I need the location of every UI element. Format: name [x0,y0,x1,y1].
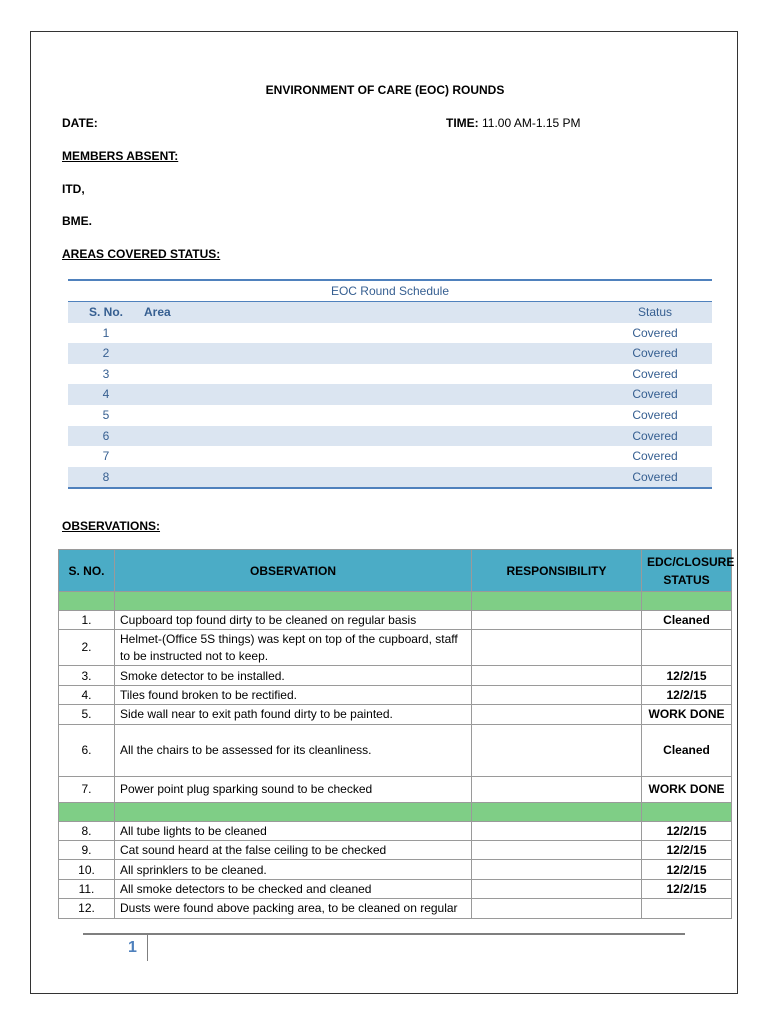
schedule-header-sno: S. No. [88,305,123,319]
obs-sno: 9. [59,840,115,859]
obs-status: 12/2/15 [642,821,732,840]
schedule-row [68,446,712,467]
footer-rule [83,933,685,935]
obs-status: WORK DONE [642,705,732,724]
members-absent-item: ITD, [62,182,85,196]
obs-text: Cupboard top found dirty to be cleaned on regular basis [115,611,472,630]
obs-text: Cat sound heard at the false ceiling to be checked [115,840,472,859]
obs-responsibility [472,776,642,802]
obs-responsibility [472,821,642,840]
schedule-row [68,426,712,447]
schedule-area [144,446,598,467]
schedule-sno: 7 [102,449,110,464]
time-value: 11.00 AM-1.15 PM [482,116,581,130]
obs-responsibility [472,724,642,776]
observation-row [59,860,732,879]
schedule-header-area: Area [144,305,171,319]
obs-text: All tube lights to be cleaned [115,821,472,840]
schedule-status: Covered [632,407,678,422]
observation-row [59,840,732,859]
schedule-header-row [68,302,712,323]
schedule-sno: 1 [102,325,110,340]
schedule-row [68,405,712,426]
members-absent-label: MEMBERS ABSENT: [62,149,179,163]
obs-status: 12/2/15 [642,840,732,859]
areas-covered-label: AREAS COVERED STATUS: [62,247,221,261]
obs-responsibility [472,840,642,859]
obs-status [642,630,732,666]
obs-status: Cleaned [642,611,732,630]
obs-status: 12/2/15 [642,879,732,898]
schedule-status: Covered [632,325,678,340]
obs-sno: 1. [59,611,115,630]
schedule-row [68,343,712,364]
obs-text: Power point plug sparking sound to be checked [115,776,472,802]
obs-text: Tiles found broken to be rectified. [115,685,472,704]
obs-text: Side wall near to exit path found dirty to be painted. [115,705,472,724]
obs-sno: 10. [59,860,115,879]
schedule-header-status: Status [637,305,673,319]
schedule-sno: 5 [102,407,110,422]
schedule-row [68,364,712,385]
schedule-area [144,405,598,426]
observation-row [59,776,732,802]
section-band [59,802,732,821]
schedule-status: Covered [632,469,678,484]
obs-responsibility [472,666,642,685]
time-label: TIME: [446,116,479,130]
schedule-row [68,384,712,405]
observation-row [59,879,732,898]
page-number: 1 [128,939,137,956]
obs-status: Cleaned [642,724,732,776]
obs-text: All sprinklers to be cleaned. [115,860,472,879]
schedule-area [144,426,598,447]
observations-table [58,549,735,919]
footer-divider [147,935,148,961]
observation-row [59,685,732,704]
obs-sno: 7. [59,776,115,802]
eoc-round-schedule-table [68,279,712,489]
schedule-sno: 4 [102,387,110,402]
obs-sno: 11. [59,879,115,898]
obs-responsibility [472,630,642,666]
schedule-area [144,467,598,488]
obs-text: All smoke detectors to be checked and cleaned [115,879,472,898]
obs-status: WORK DONE [642,776,732,802]
schedule-status: Covered [632,346,678,361]
observation-row [59,821,732,840]
obs-sno: 2. [59,630,115,666]
schedule-sno: 3 [102,366,110,381]
obs-responsibility [472,705,642,724]
obs-sno: 4. [59,685,115,704]
schedule-status: Covered [632,387,678,402]
obs-text: All the chairs to be assessed for its cleanliness. [115,724,472,776]
document-page [30,31,738,994]
observation-row [59,705,732,724]
obs-sno: 5. [59,705,115,724]
obs-responsibility [472,899,642,918]
obs-status [642,899,732,918]
obs-text: Dusts were found above packing area, to be cleaned on regular [115,899,472,918]
obs-responsibility [472,879,642,898]
observation-row [59,724,732,776]
obs-header-status: EDC/CLOSURE STATUS [642,550,732,592]
schedule-row [68,323,712,344]
obs-sno: 8. [59,821,115,840]
obs-header-observation: OBSERVATION [115,550,472,592]
document-title: ENVIRONMENT OF CARE (EOC) ROUNDS [265,83,505,97]
schedule-area [144,364,598,385]
schedule-area [144,384,598,405]
observation-row [59,611,732,630]
obs-header-responsibility: RESPONSIBILITY [472,550,642,592]
schedule-area [144,343,598,364]
schedule-status: Covered [632,366,678,381]
obs-status: 12/2/15 [642,666,732,685]
schedule-sno: 8 [102,469,110,484]
section-band [59,592,732,611]
schedule-area [144,323,598,344]
observation-row [59,666,732,685]
obs-sno: 12. [59,899,115,918]
obs-sno: 3. [59,666,115,685]
obs-header-sno: S. NO. [59,550,115,592]
obs-responsibility [472,685,642,704]
obs-responsibility [472,611,642,630]
observations-header-row [59,550,732,592]
obs-text: Smoke detector to be installed. [115,666,472,685]
obs-text: Helmet-(Office 5S things) was kept on top of the cupboard, staff to be instructed not to keep. [115,630,472,666]
time-field [446,116,581,130]
obs-status: 12/2/15 [642,860,732,879]
obs-status: 12/2/15 [642,685,732,704]
schedule-status: Covered [632,428,678,443]
observation-row [59,899,732,918]
observations-label: OBSERVATIONS: [62,519,161,533]
schedule-sno: 2 [102,346,110,361]
date-label: DATE: [62,116,98,130]
observation-row [59,630,732,666]
obs-responsibility [472,860,642,879]
schedule-sno: 6 [102,428,110,443]
schedule-caption: EOC Round Schedule [68,281,712,302]
schedule-status: Covered [632,449,678,464]
obs-sno: 6. [59,724,115,776]
members-absent-item: BME. [62,214,92,228]
schedule-row [68,467,712,488]
